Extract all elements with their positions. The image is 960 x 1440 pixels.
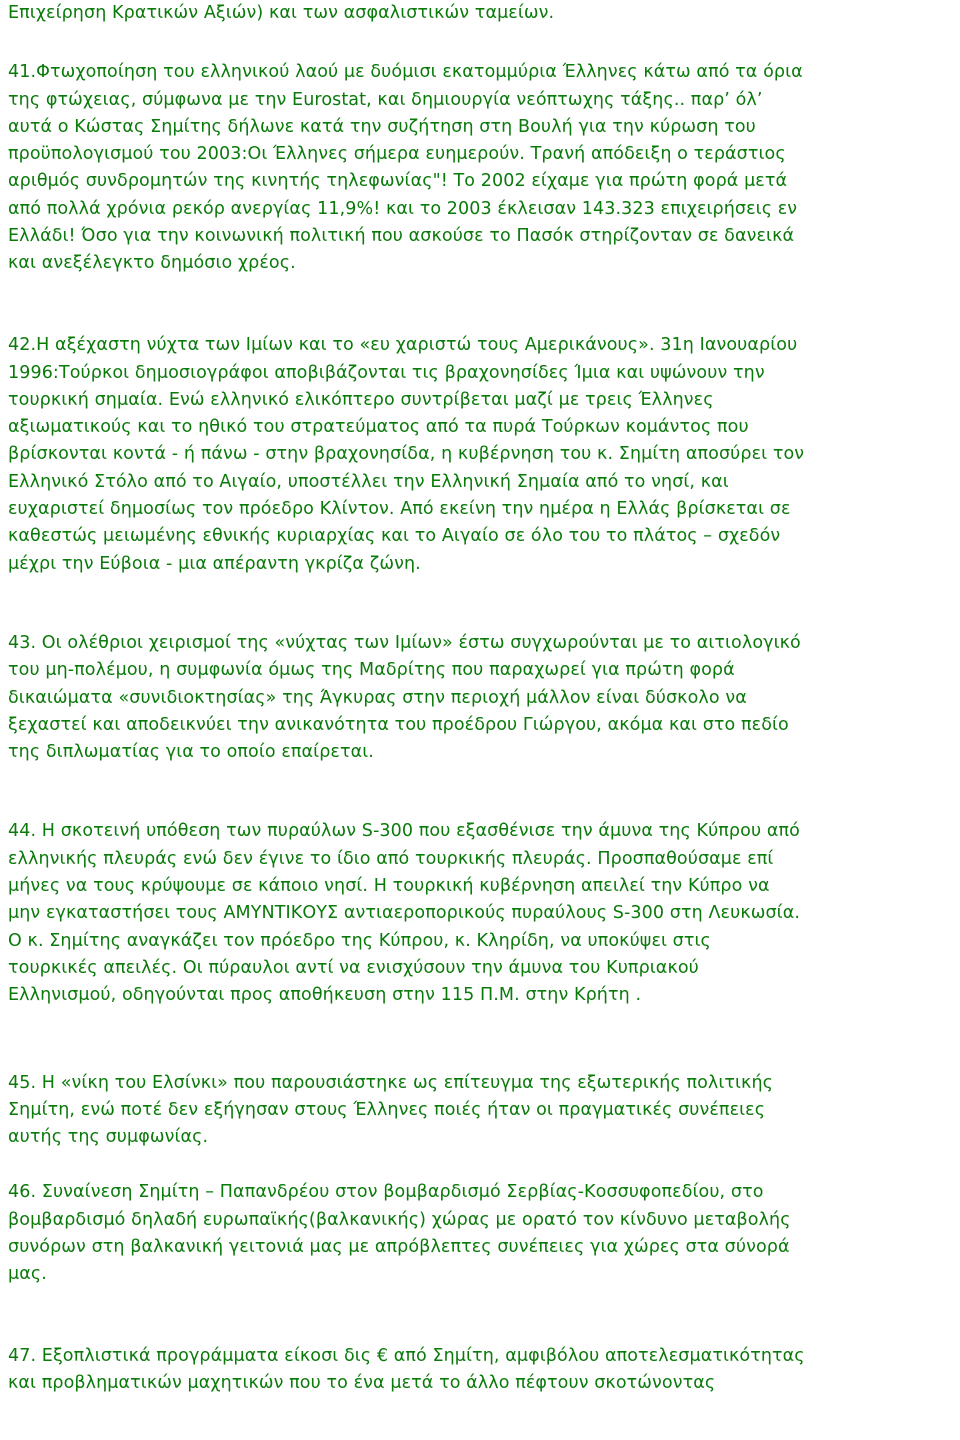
paragraph-45 bbox=[8, 1070, 956, 1152]
text-line: Ο κ. Σημίτης αναγκάζει τον πρόεδρο της Κύπρου, κ. Κληρίδη, να υποκύψει στις bbox=[8, 930, 711, 951]
text-line: 46. Συναίνεση Σημίτη – Παπανδρέου στον βομβαρδισμό Σερβίας-Κοσσυφοπεδίου, στο bbox=[8, 1182, 764, 1203]
text-line: 47. Εξοπλιστικά προγράμματα είκοσι δις € από Σημίτη, αμφιβόλου αποτελεσματικότητας bbox=[8, 1345, 805, 1366]
text-line: και ανεξέλεγκτο δημόσιο χρέος. bbox=[8, 253, 296, 274]
text-line: 42.Η αξέχαστη νύχτα των Ιμίων και το «ευ χαριστώ τους Αμερικάνους». 31η Ιανουαρίου bbox=[8, 335, 798, 356]
text-line: δικαιώματα «συνιδιοκτησίας» της Άγκυρας στην περιοχή μάλλον είναι δύσκολο να bbox=[8, 687, 747, 708]
paragraph-gap bbox=[8, 1151, 956, 1179]
paragraph-46 bbox=[8, 1179, 956, 1288]
text-line: τουρκική σημαία. Ενώ ελληνικό ελικόπτερο συντρίβεται μαζί με τρεις Έλληνες bbox=[8, 389, 714, 410]
document-body bbox=[8, 0, 956, 1397]
text-line: προϋπολογισμού του 2003:Οι Έλληνες σήμερα ευημερούν. Τρανή απόδειξη ο τεράστιος bbox=[8, 144, 786, 165]
text-line: της φτώχειας, σύμφωνα με την Eurostat, και δημιουργία νεόπτωχης τάξης.. παρ’ όλ’ bbox=[8, 89, 763, 110]
text-line: βομβαρδισμό δηλαδή ευρωπαϊκής(βαλκανικής) χώρας με ορατό τον κίνδυνο μεταβολής bbox=[8, 1209, 791, 1230]
paragraph-47 bbox=[8, 1343, 956, 1398]
text-line: αυτής της συμφωνίας. bbox=[8, 1127, 209, 1148]
paragraph-gap bbox=[8, 27, 956, 59]
text-line: της διπλωματίας για το οποίο επαίρεται. bbox=[8, 742, 374, 763]
text-line: καθεστώς μειωμένης εθνικής κυριαρχίας και το Αιγαίο σε όλο του το πλάτος – σχεδόν bbox=[8, 526, 781, 547]
text-line: 43. Οι ολέθριοι χειρισμοί της «νύχτας των Ιμίων» έστω συγχωρούνται με το αιτιολογικό bbox=[8, 632, 801, 653]
text-line: από πολλά χρόνια ρεκόρ ανεργίας 11,9%! και το 2003 έκλεισαν 143.323 επιχειρήσεις εν bbox=[8, 198, 798, 219]
text-line: Σημίτη, ενώ ποτέ δεν εξήγησαν στους Έλληνες ποιές ήταν οι πραγματικές συνέπειες bbox=[8, 1099, 766, 1120]
text-line: ξεχαστεί και αποδεικνύει την ανικανότητα του προέδρου Γιώργου, ακόμα και στο πεδίο bbox=[8, 714, 789, 735]
paragraph-gap bbox=[8, 278, 956, 333]
text-line: του μη-πολέμου, η συμφωνία όμως της Μαδρίτης που παραχωρεί για πρώτη φορά bbox=[8, 660, 735, 681]
text-line: αξιωματικούς και το ηθικό του στρατεύματος από τα πυρά Τούρκων κομάντος που bbox=[8, 417, 749, 438]
text-line: Ελλάδι! Όσο για την κοινωνική πολιτική που ασκούσε το Πασόκ στηρίζονταν σε δανεικά bbox=[8, 226, 795, 247]
text-line: βρίσκονται κοντά - ή πάνω - στην βραχονησίδα, η κυβέρνηση του κ. Σημίτη αποσύρει τον bbox=[8, 444, 805, 465]
text-line: ελληνικής πλευράς ενώ δεν έγινε το ίδιο από τουρκικής πλευράς. Προσπαθούσαμε επί bbox=[8, 848, 774, 869]
intro-paragraph bbox=[8, 0, 956, 27]
text-line: μας. bbox=[8, 1264, 47, 1285]
paragraph-42 bbox=[8, 332, 956, 578]
text-line: και προβληματικών μαχητικών που το ένα μετά το άλλο πέφτουν σκοτώνοντας bbox=[8, 1372, 716, 1393]
text-line: τουρκικές απειλές. Οι πύραυλοι αντί να ενισχύσουν την άμυνα του Κυπριακού bbox=[8, 957, 699, 978]
text-line: μέχρι την Εύβοια - μια απέραντη γκρίζα ζώνη. bbox=[8, 553, 421, 574]
text-line: μήνες να τους κρύψουμε σε κάποιο νησί. Η τουρκική κυβέρνηση απειλεί την Κύπρο να bbox=[8, 876, 770, 897]
text-line: αριθμός συνδρομητών της κινητής τηλεφωνίας"! Το 2002 είχαμε για πρώτη φορά μετά bbox=[8, 171, 788, 192]
text-line: Επιχείρηση Κρατικών Αξιών) και των ασφαλιστικών ταμείων. bbox=[8, 3, 555, 23]
paragraph-gap bbox=[8, 1289, 956, 1343]
text-line: Ελληνικό Στόλο από το Αιγαίο, υποστέλλει την Ελληνική Σημαία από το νησί, και bbox=[8, 471, 729, 492]
paragraph-gap bbox=[8, 578, 956, 630]
text-line: μην εγκαταστήσει τους ΑΜΥΝΤΙΚΟΥΣ αντιαεροπορικούς πυραύλους S-300 στη Λευκωσία. bbox=[8, 903, 801, 924]
text-line: 44. Η σκοτεινή υπόθεση των πυραύλων S-300 που εξασθένισε την άμυνα της Κύπρου από bbox=[8, 821, 800, 842]
text-line: 45. Η «νίκη του Ελσίνκι» που παρουσιάστηκε ως επίτευγμα της εξωτερικής πολιτικής bbox=[8, 1072, 774, 1093]
text-line: Ελληνισμού, οδηγούνται προς αποθήκευση στην 115 Π.Μ. στην Κρήτη . bbox=[8, 985, 642, 1006]
text-line: συνόρων στη βαλκανική γειτονιά μας με απρόβλεπτες συνέπειες για χώρες στα σύνορά bbox=[8, 1236, 790, 1257]
paragraph-gap bbox=[8, 1010, 956, 1070]
text-line: ευχαριστεί δημοσίως τον πρόεδρο Κλίντον. Από εκείνη την ημέρα η Ελλάς βρίσκεται σε bbox=[8, 499, 791, 520]
text-line: 1996:Τούρκοι δημοσιογράφοι αποβιβάζονται τις βραχονησίδες Ίμια και υψώνουν την bbox=[8, 362, 765, 383]
text-line: αυτά ο Κώστας Σημίτης δήλωνε κατά την συζήτηση στη Βουλή για την κύρωση του bbox=[8, 116, 756, 137]
paragraph-43 bbox=[8, 630, 956, 766]
text-line: 41.Φτωχοποίηση του ελληνικού λαού με δυόμισι εκατομμύρια Έλληνες κάτω από τα όρια bbox=[8, 62, 803, 83]
paragraph-44 bbox=[8, 818, 956, 1009]
paragraph-41 bbox=[8, 59, 956, 277]
paragraph-gap bbox=[8, 766, 956, 818]
